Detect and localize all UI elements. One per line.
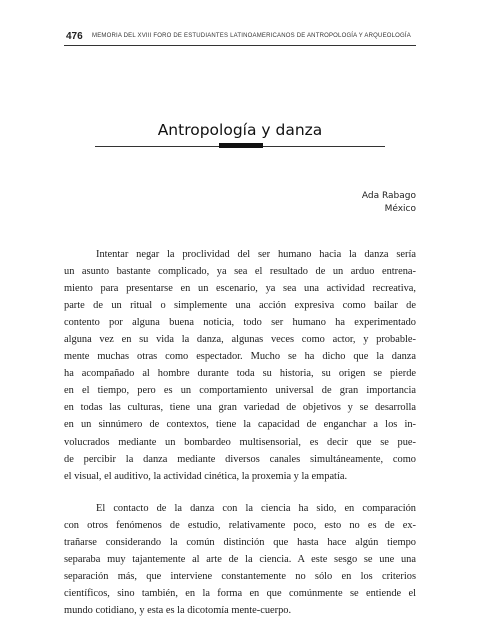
text-line: separación más, que interviene constantemente no sólo en los criterios <box>64 570 416 582</box>
text-line: científicos, sino también, en la forma en que comúnmente se entiende el <box>64 587 416 599</box>
text-line: el visual, el auditivo, la actividad cinética, la proxemia y la empatía. <box>64 470 348 482</box>
author-block <box>362 190 416 216</box>
text-line: mundo cotidiano, y esta es la dicotomía mente-cuerpo. <box>64 604 292 616</box>
text-line: volucrados mediante un bombardeo multisensorial, es decir que se pue- <box>64 436 416 448</box>
body-text <box>64 246 416 619</box>
text-line: alguna vez en su vida la danza, algunas veces como actor, y probable- <box>64 334 416 346</box>
text-line: en todas las culturas, tiene una gran variedad de objetivos y se desarrolla <box>64 402 416 414</box>
page-number: 476 <box>66 31 83 42</box>
author-name: Ada Rabago <box>361 191 416 201</box>
paragraph-1 <box>64 246 416 485</box>
author-country: México <box>384 204 416 214</box>
article-title: Antropología y danza <box>157 121 323 139</box>
text-line: trañarse considerando la común distinción que hasta hace algún tiempo <box>64 536 416 548</box>
title-accent-bar <box>219 143 263 148</box>
text-line: en el tiempo, pero es un comportamiento universal de gran importancia <box>64 385 416 397</box>
text-line: parte de un ritual o simplemente una acción expresiva como bailar de <box>64 300 416 312</box>
text-line: separaba muy tajantemente al arte de la ciencia. A este sesgo se une una <box>64 553 416 565</box>
paragraph-2 <box>64 500 416 619</box>
running-head: MEMORIA DEL XVIII FORO DE ESTUDIANTES LATINOAMERICANOS DE ANTROPOLOGÍA Y ARQUEOLOGÍA <box>92 33 411 39</box>
text-line: Intentar negar la proclividad del ser humano hacia la danza sería <box>96 249 416 260</box>
text-line: en un sinnúmero de contextos, tiene la capacidad de enganchar a los in- <box>64 419 416 431</box>
text-line: miento para presentarse en un escenario, ya sea una actividad recreativa, <box>64 283 416 295</box>
text-line: ha acompañado al hombre durante toda su historia, su origen se pierde <box>64 368 416 380</box>
text-line: con otros fenómenos de estudio, relativamente poco, esto no es de ex- <box>64 519 416 531</box>
text-line: de percibir la danza mediante diversos canales simultáneamente, como <box>64 453 416 465</box>
text-line: mente muchas otras como espectador. Mucho se ha dicho que la danza <box>64 351 416 363</box>
text-line: El contacto de la danza con la ciencia ha sido, en comparación <box>96 502 416 514</box>
text-line: un asunto bastante complicado, ya sea el resultado de un arduo entrena- <box>64 266 416 278</box>
header-rule <box>64 45 416 46</box>
text-line: contento por alguna buena noticia, todo ser humano ha experimentado <box>64 317 416 329</box>
